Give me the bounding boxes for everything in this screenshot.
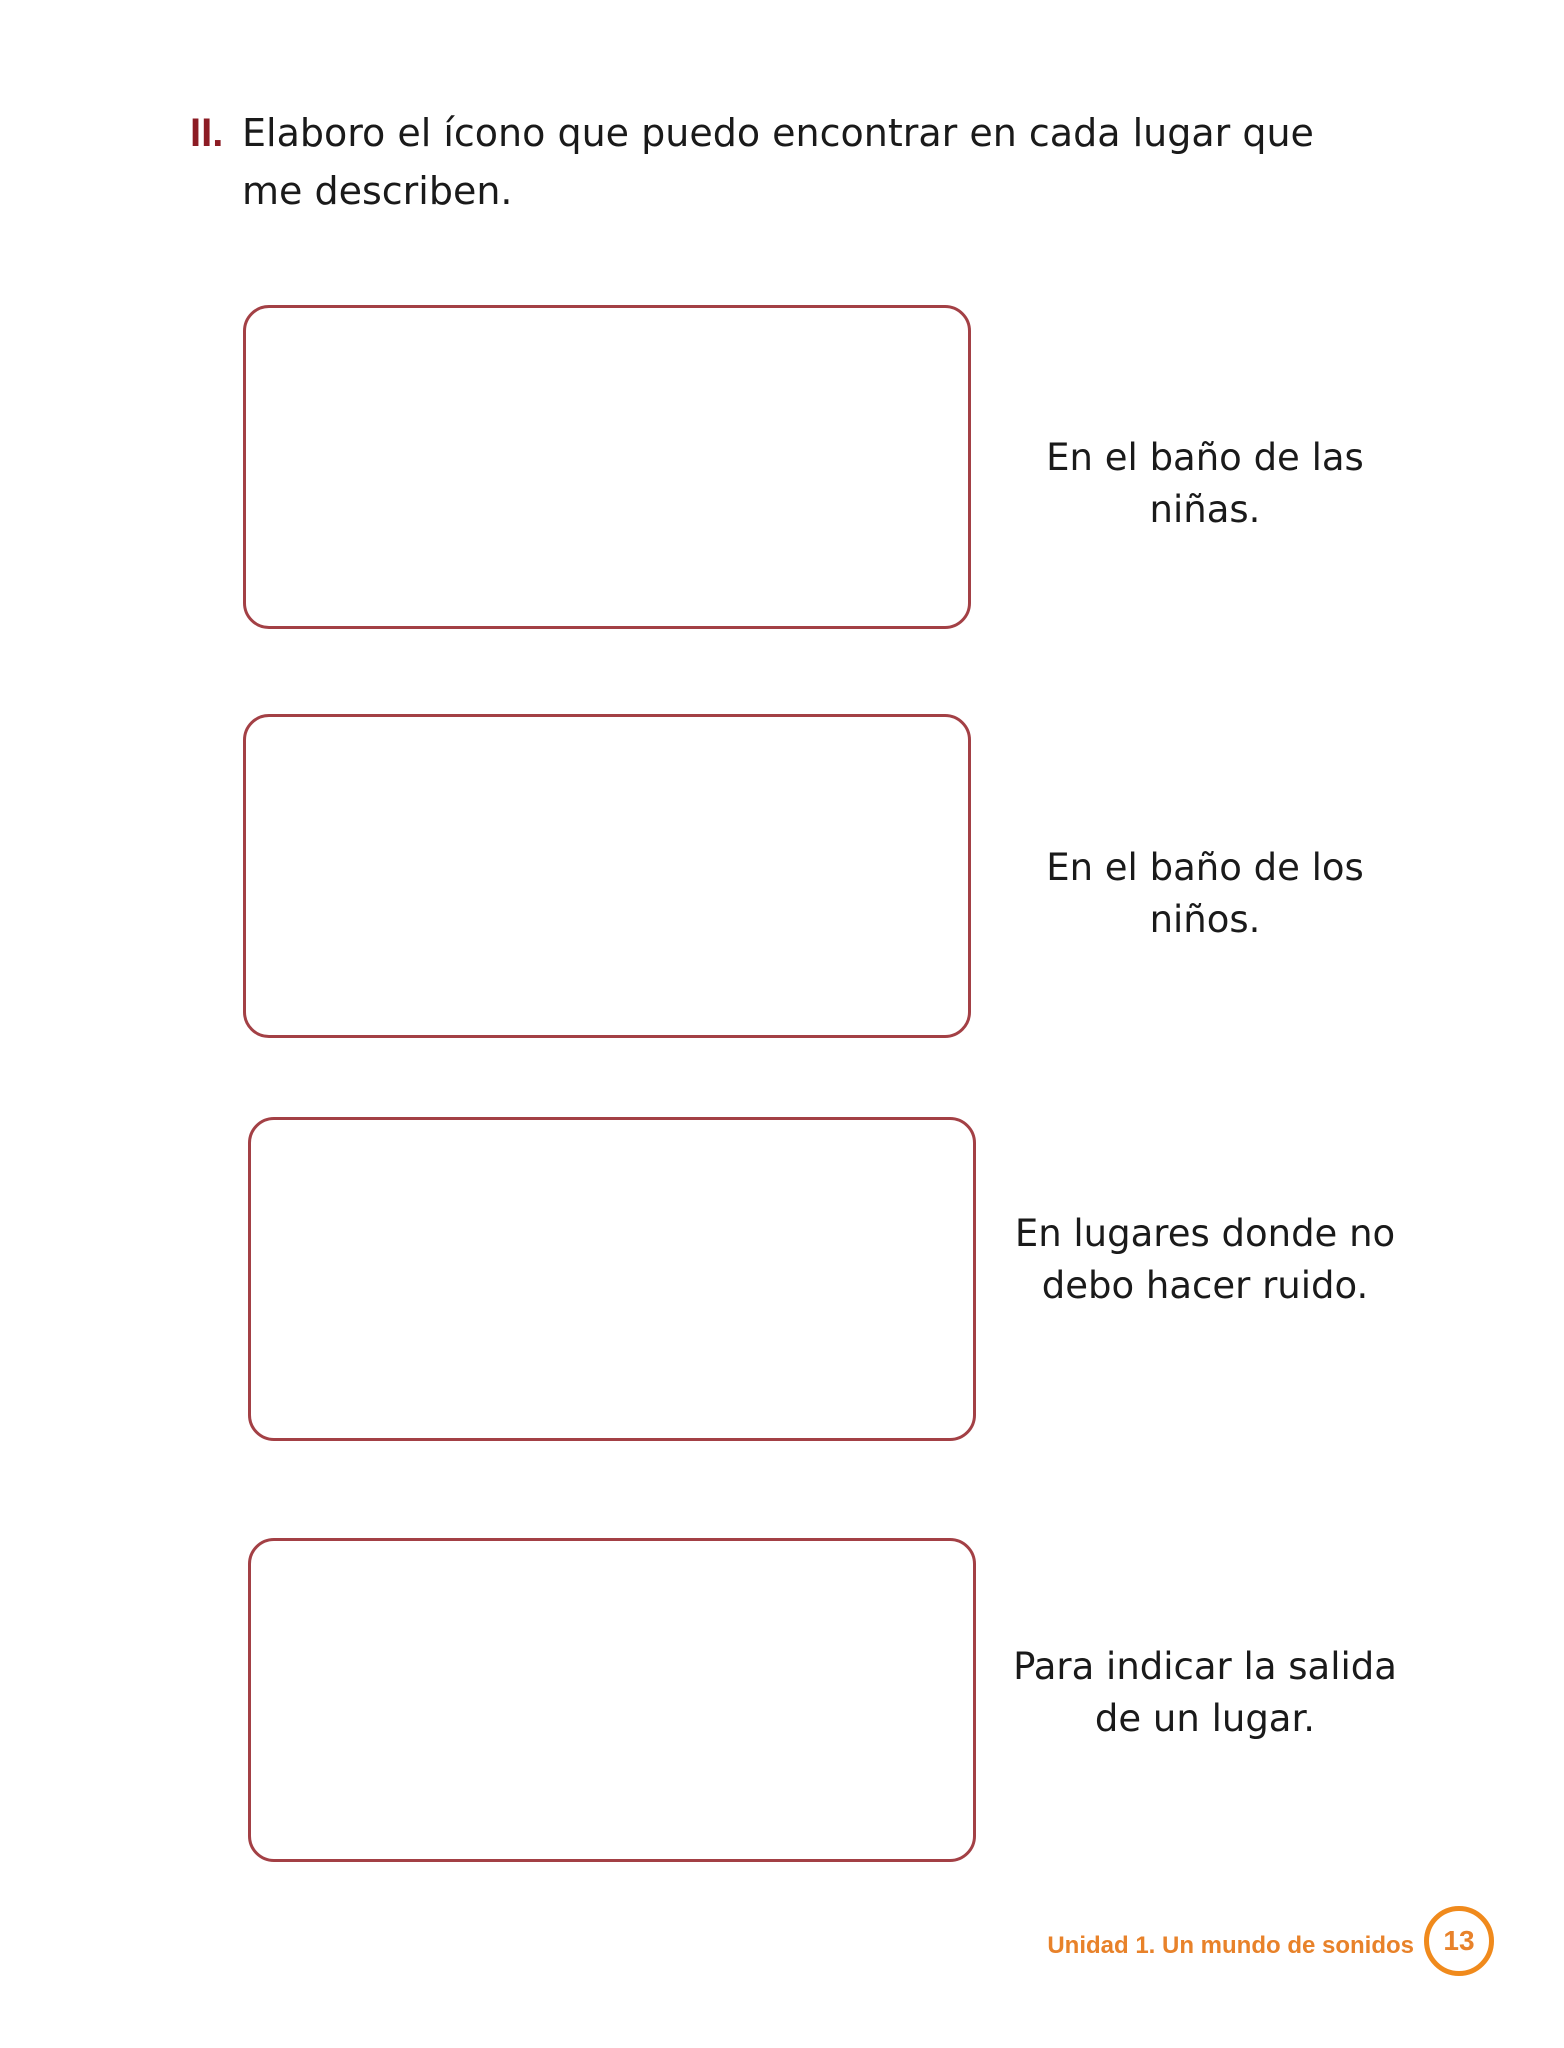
drawing-box-boys-bathroom[interactable] [243,714,971,1038]
item-label-exit: Para indicar la salida de un lugar. [1013,1645,1397,1740]
drawing-box-quiet-places[interactable] [248,1117,976,1441]
page-number-badge [1424,1906,1494,1976]
drawing-box-girls-bathroom[interactable] [243,305,971,629]
instruction [190,104,1340,220]
drawing-box-exit[interactable] [248,1538,976,1862]
instruction-text: Elaboro el ícono que puedo encontrar en cada lugar que me describen. [242,111,1314,213]
page-number: 13 [1443,1925,1475,1956]
item-label-girls-bathroom: En el baño de las niñas. [1046,436,1364,531]
item-label-boys-bathroom: En el baño de los niños. [1046,846,1364,941]
item-label-quiet-places: En lugares donde no debo hacer ruido. [1014,1212,1396,1307]
instruction-number: II. [190,111,224,155]
footer-unit-label: Unidad 1. Un mundo de sonidos [1047,1932,1414,1959]
